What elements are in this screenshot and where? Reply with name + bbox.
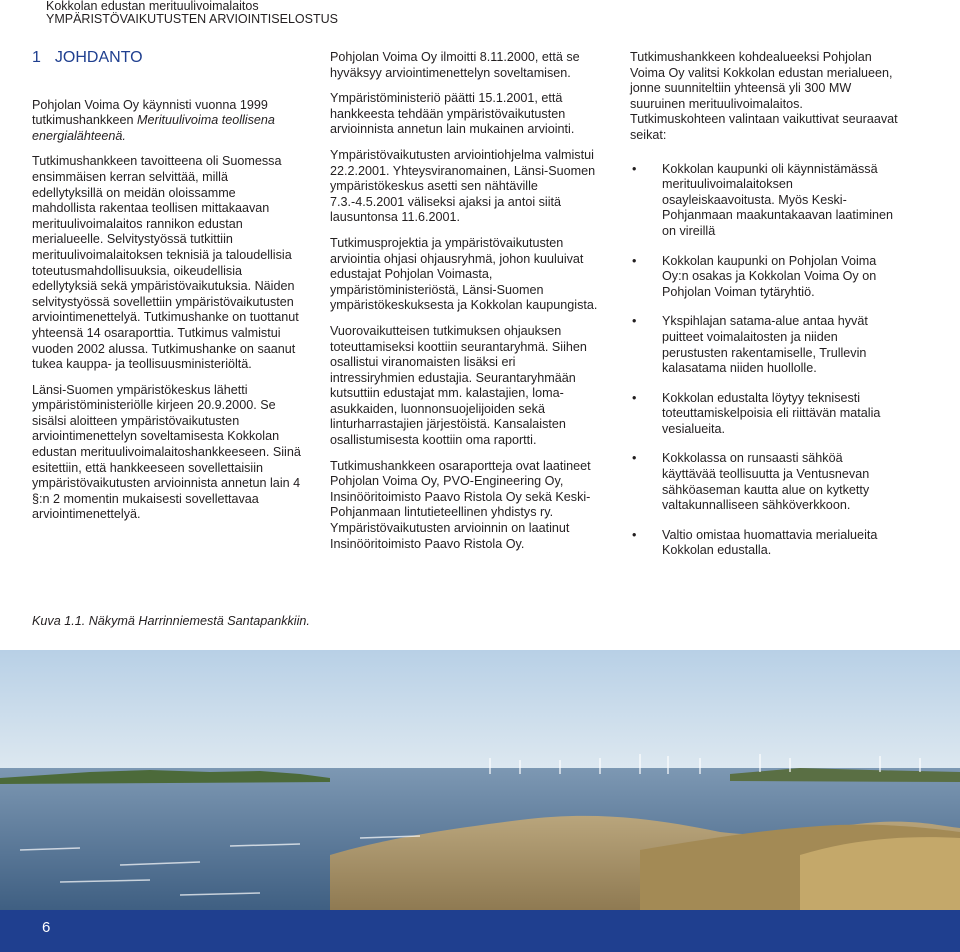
list-item (630, 451, 900, 513)
intro-paragraph (32, 98, 302, 145)
list-item (630, 391, 900, 438)
figure-caption: Kuva 1.1. Näkymä Harrinniemestä Santapankkiin. (32, 614, 310, 628)
coastal-photo (0, 650, 960, 910)
section-number: 1 (32, 49, 41, 66)
bullet-icon: • (632, 253, 637, 268)
list-item-text: Kokkolassa on runsaasti sähköä käyttävää teollisuutta ja Ventusnevan sähköaseman kautta alue on kytketty valtakunnalliseen sähköverkkoon. (662, 451, 870, 513)
bullet-icon: • (632, 161, 637, 176)
page-number: 6 (42, 919, 51, 936)
paragraph: Ympäristövaikutusten arviointiohjelma valmistui 22.2.2001. Yhteysviranomainen, Länsi-Suomen ympäristökeskus asetti sen nähtäville 7.3.-4.5.2001 väliseksi ajaksi ja antoi siitä lausuntonsa 11.6.2001. (330, 147, 596, 225)
running-header (46, 0, 338, 26)
coast-landscape-image (0, 650, 960, 910)
section-title: JOHDANTO (54, 49, 143, 66)
list-item (630, 314, 900, 376)
paragraph: Tutkimushankkeen kohdealueeksi Pohjolan Voima Oy valitsi Kokkolan edustan merialueen, jonne suunniteltiin yhteensä yli 300 MW suuruinen merituulivoimalaitos. Tutkimuskohteen valintaan vaikuttivat seuraavat seikat: (630, 50, 898, 142)
paragraph: Tutkimushankkeen tavoitteena oli Suomessa ensimmäisen kerran selvittää, millä edellytyksillä on meidän oloissamme mahdollista rakentaa teollisen mittakaavan merituulivoimalaitos rannikon edustan merialueelle. Selvitystyössä tutkittiin merituulivoimalaitoksen teknisiä ja taloudellisia toteutusmahdollisuuksia, oikeudellisia edellytyksiä sekä ympäristövaikutuksia. Näiden selvitystyössä sovellettiin ympäristövaikutusten arviointimenettelyä. Tutkimushanke on tuottanut yhteensä 14 osaraporttia. Tutkimus valmistui vuoden 2002 alussa. Tutkimushanke on saanut tukea kauppa- ja teollisuusministeriöltä. (32, 154, 299, 372)
paragraph: Ympäristöministeriö päätti 15.1.2001, että hankkeesta tehdään ympäristövaikutusten arvioinnista annetun lain mukainen arviointi. (330, 91, 575, 137)
list-item-text: Valtio omistaa huomattavia merialueita Kokkolan edustalla. (662, 527, 878, 558)
list-item-text: Ykspihlajan satama-alue antaa hyvät puitteet voimalaitosten ja niiden perustusten rakentamiselle, Trullevin kalasatama niiden huollolle. (662, 314, 868, 376)
header-title: Kokkolan edustan merituulivoimalaitos (46, 0, 259, 13)
bullet-icon: • (632, 451, 637, 466)
header-subtitle: YMPÄRISTÖVAIKUTUSTEN ARVIOINTISELOSTUS (46, 12, 338, 26)
list-item (630, 528, 900, 559)
list-item (630, 254, 900, 301)
column-3 (630, 50, 900, 573)
bullet-icon: • (632, 314, 637, 329)
bullet-icon: • (632, 390, 637, 405)
column-1 (32, 50, 302, 533)
bullet-icon: • (632, 527, 637, 542)
reasons-list (630, 162, 900, 559)
project-name: Merituulivoima teollisena energialähteenä. (32, 113, 275, 143)
paragraph: Vuorovaikutteisen tutkimuksen ohjauksen toteuttamiseksi koottiin seurantaryhmä. Siihen osallistui viranomaisten lisäksi eri intressiryhmien edustajia. Seurantaryhmään kutsuttiin edustajat mm. kalastajien, loma-asukkaiden, luonnonsuojelijoiden sekä linturharrastajien järjestöistä. Kansalaisten osallistumisesta koottiin oma raportti. (330, 323, 587, 448)
section-heading (32, 50, 302, 66)
column-2 (330, 50, 600, 562)
paragraph: Pohjolan Voima Oy ilmoitti 8.11.2000, että se hyväksyy arviointimenettelyn soveltamisen. (330, 50, 580, 80)
intro-text: Pohjolan Voima Oy käynnisti vuonna 1999 tutkimushankkeen (32, 97, 268, 128)
paragraph: Tutkimushankkeen osaraportteja ovat laatineet Pohjolan Voima Oy, PVO-Engineering Oy, Insinööritoimisto Paavo Ristola Oy sekä Keski-Pohjanmaan lintutieteellinen yhdistys ry. Ympäristövaikutusten arvioinnin on laatinut Insinööritoimisto Paavo Ristola Oy. (330, 458, 591, 551)
paragraph: Tutkimusprojektia ja ympäristövaikutusten arviointia ohjasi ohjausryhmä, johon kuuluivat edustajat Pohjolan Voimasta, ympäristöministeriöstä, Länsi-Suomen ympäristökeskuksesta ja Kokkolan kaupungista. (330, 235, 598, 313)
list-item-text: Kokkolan kaupunki on Pohjolan Voima Oy:n osakas ja Kokkolan Voima Oy on Pohjolan Voiman tytäryhtiö. (662, 253, 877, 299)
footer-band (0, 910, 960, 952)
paragraph: Länsi-Suomen ympäristökeskus lähetti ympäristöministeriölle kirjeen 20.9.2000. Se sisälsi aloitteen ympäristövaikutusten arviointimenettelyn soveltamisesta Kokkolan edustan merituulivoimalaitoshankkeeseen. Siinä esitettiin, että hankkeeseen sovellettaisiin ympäristövaikutusten arvioinnista annetun lain 4 §:n 2 momentin mukaisesti sovellettavaa arviointimenettelyä. (32, 382, 301, 522)
list-item (630, 162, 900, 240)
list-item-text: Kokkolan kaupunki oli käynnistämässä merituulivoimalaitoksen osayleiskaavoitusta. Myös Keski-Pohjanmaan maakuntakaavan laatiminen on vireillä (662, 161, 894, 238)
list-item-text: Kokkolan edustalta löytyy teknisesti toteuttamiskelpoisia eli riittävän matalia vesialueita. (662, 390, 881, 436)
